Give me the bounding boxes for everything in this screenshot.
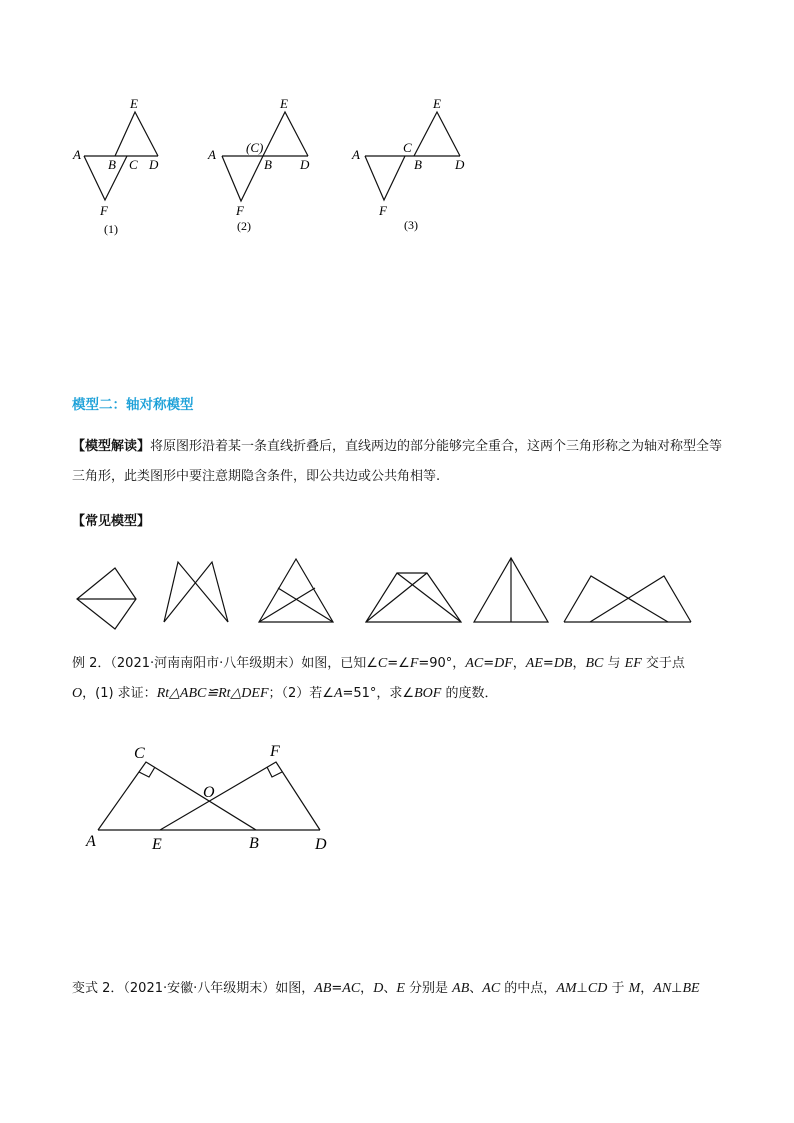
ex-fig-label-f: F <box>270 743 280 760</box>
ex2-db: DB <box>553 656 573 671</box>
fig2-caption: (2) <box>237 219 251 233</box>
ex2-sep1: ， <box>512 656 526 671</box>
figure-3 <box>365 112 460 200</box>
ex2-mid2: =90°， <box>418 656 466 671</box>
fig1-label-a: A <box>73 147 81 162</box>
fig1-caption: (1) <box>104 222 118 236</box>
fig2-triangle-abf <box>222 156 263 201</box>
model-shape-isosceles-median <box>474 558 548 622</box>
ex2-mid1: =∠ <box>387 656 410 671</box>
model-shape-double-v <box>164 562 228 622</box>
ex2-eq1: = <box>483 656 495 671</box>
ex2-q2b: =51°，求∠ <box>342 686 415 701</box>
ex2-q2c: 的度数． <box>441 686 498 701</box>
ex-fig-label-a: A <box>86 833 96 850</box>
var2-be: BE <box>682 981 700 996</box>
model-explain-tag: 【模型解读】 <box>72 439 151 454</box>
ex2-ae: AE <box>525 656 543 671</box>
ex2-eq2: = <box>542 656 554 671</box>
fig2-label-c: (C) <box>246 140 264 155</box>
var2-d: D <box>373 981 384 996</box>
var2-s1: ， <box>360 981 374 996</box>
ex-fig-label-o: O <box>203 784 215 801</box>
var2-s7: ， <box>640 981 654 996</box>
var2-perp2: ⊥ <box>671 981 683 996</box>
fig3-triangle-bed <box>414 112 460 156</box>
ex-fig-label-d: D <box>315 836 327 853</box>
var2-ac2: AC <box>482 981 501 996</box>
common-models-tag: 【常见模型】 <box>72 514 151 529</box>
var2-cd: CD <box>587 981 608 996</box>
fig2-label-a: A <box>208 147 216 162</box>
var2-e: E <box>396 981 405 996</box>
var2-s2: 、 <box>383 981 397 996</box>
ex2-ac: AC <box>465 656 484 671</box>
fig3-triangle-acf <box>365 156 405 200</box>
ex2-sep2: ， <box>572 656 586 671</box>
ex2-prefix: 例 2．（2021·河南南阳市·八年级期末）如图，已知∠ <box>72 656 378 671</box>
var2-s4: 、 <box>469 981 483 996</box>
section-title: 模型二：轴对称模型 <box>72 397 194 413</box>
ex2-a: A <box>333 686 343 701</box>
ex2-df: DF <box>494 656 513 671</box>
fig2-label-e: E <box>280 96 288 111</box>
var2-perp1: ⊥ <box>576 981 588 996</box>
var2-ab2: AB <box>452 981 470 996</box>
var2-am: AM <box>556 981 577 996</box>
var2-m: M <box>628 981 641 996</box>
ex2-bof: BOF <box>414 686 442 701</box>
fig1-label-b: B <box>108 157 116 172</box>
var2-an: AN <box>653 981 672 996</box>
ex-fig-label-c: C <box>134 745 145 762</box>
fig3-label-f: F <box>379 203 387 218</box>
ex2-rt: Rt△ABC≌Rt△DEF <box>156 686 269 701</box>
fig2-triangle-bed <box>263 112 308 156</box>
model-shape-two-triangles <box>564 576 691 622</box>
ex2-yu: 与 <box>603 656 625 671</box>
ex2-ef: EF <box>624 656 642 671</box>
ex2-f: F <box>409 656 419 671</box>
ex2-end1: 交于点 <box>641 656 685 671</box>
fig1-label-e: E <box>130 96 138 111</box>
ex2-o: O <box>72 686 83 701</box>
var2-eq: = <box>331 981 343 996</box>
var2-s5: 的中点， <box>500 981 557 996</box>
fig3-label-c: C <box>403 140 412 155</box>
fig3-caption: (3) <box>404 218 418 232</box>
var2-s3: 分别是 <box>404 981 453 996</box>
example-2-paragraph <box>72 649 727 709</box>
ex2-bc: BC <box>585 656 604 671</box>
fig1-triangle-abf <box>84 156 127 200</box>
fig2-label-b: B <box>264 157 272 172</box>
var2-s6: 于 <box>607 981 629 996</box>
example-2-figure <box>0 730 794 860</box>
model-explain-paragraph <box>72 432 727 492</box>
ex2-q1a: ，(1) 求证： <box>82 686 157 701</box>
ex2-q2a: ；（2）若∠ <box>268 686 334 701</box>
fig1-triangle-ced <box>115 112 158 156</box>
fig1-label-f: F <box>100 203 108 218</box>
top-figures <box>0 90 794 250</box>
variant-2-paragraph <box>72 974 727 1004</box>
fig1-label-c: C <box>129 157 138 172</box>
model-explain-text: 将原图形沿着某一条直线折叠后，直线两边的部分能够完全重合，这两个三角形称之为轴对称型全等三角形，此类图形中要注意期隐含条件，即公共边或公共角相等. <box>72 439 723 484</box>
ex-fig-label-b: B <box>249 835 259 852</box>
fig2-label-f: F <box>236 203 244 218</box>
fig2-label-d: D <box>300 157 310 172</box>
model-shape-kite <box>77 568 136 629</box>
ex-fig-label-e: E <box>152 836 162 853</box>
common-model-shapes <box>0 550 794 635</box>
figure-1 <box>84 112 158 200</box>
fig1-label-d: D <box>149 157 159 172</box>
var2-prefix: 变式 2．（2021·安徽·八年级期末）如图， <box>72 981 315 996</box>
fig3-label-a: A <box>352 147 360 162</box>
fig3-label-d: D <box>455 157 465 172</box>
model-shape-trapezoid-x <box>366 573 461 622</box>
var2-ac: AC <box>342 981 361 996</box>
var2-ab: AB <box>314 981 332 996</box>
model-shape-triangle-cross <box>259 559 333 622</box>
fig3-label-e: E <box>433 96 441 111</box>
fig3-label-b: B <box>414 157 422 172</box>
ex2-c: C <box>377 656 388 671</box>
